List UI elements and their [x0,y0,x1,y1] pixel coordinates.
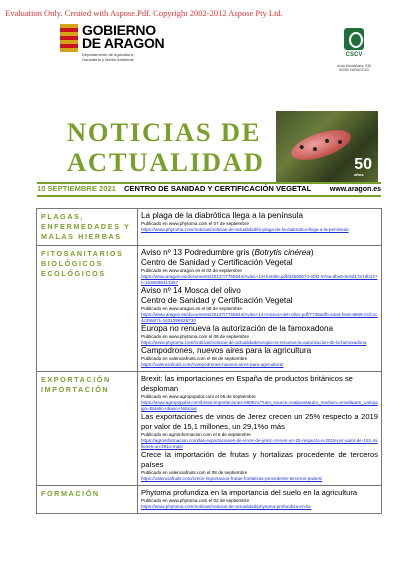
news-link[interactable]: https://www.phytoma.com/noticias/noticias-de-actualidad/la-plaga-de-la-diabrotica-llega-a-la-peninsula [141,227,349,232]
anniversary-badge [354,158,372,177]
cscv-logo [332,28,376,72]
news-meta: Publicado en valenciafruits.com el 08 de septiembre [141,470,248,475]
news-link[interactable]: https://www.phytoma.com/noticias/noticias-de-actualidad/phytoma-profundiza-en-la- [141,504,312,509]
section-label: EXPORTACIÓN IMPORTACIÓN [37,372,138,485]
section-exportacion [37,372,381,486]
date-bar [37,184,381,193]
news-link[interactable]: https://www.aragon.es/documents/20127/7750644/Aviso+13+botritis.pdf/62590674-00f2-57ea-dba5-5c8d17e7db14?t=1630669313357 [141,274,378,285]
section-formacion [37,486,381,513]
news-meta: Publicado en www.agropopular.com el 06 de septiembre [141,394,256,399]
news-meta: Publicado en www.aragon.es el 08 de septiembre [141,306,242,311]
news-title: Phytoma profundiza en la importancia del suelo en la agricultura [141,488,358,497]
page-title [67,117,265,177]
cscv-name: CSCV [345,52,363,58]
badge-number: 50 [354,156,372,173]
center-name: CENTRO DE SANIDAD Y CERTIFICACIÓN VEGETAL [123,184,312,193]
evaluation-watermark: Evaluation Only. Created with Aspose.Pdf. Copyright 2002-2012 Aspose Pty Ltd. [5,8,283,18]
website[interactable]: www.aragon.es [329,186,381,193]
insect-photo [276,111,378,183]
news-link[interactable]: https://valenciafruits.com/crece-importacion-frutas-hortalizas-procedente-terceros-paises/ [141,476,323,481]
title-line2: ACTUALIDAD [67,147,265,177]
badge-sub: años [354,172,364,177]
news-title: Aviso nº 14 Mosca del olivo [141,286,241,295]
cscv-address: Avda Montañana, 930 50059 ZARAGOZA [336,64,372,72]
news-meta: Publicado en www.aragon.es el 03 de septiembre [141,268,242,273]
gov-line2: DE ARAGON [82,35,165,51]
section-fitosanitarios [37,246,381,372]
news-table [36,208,382,514]
news-link[interactable]: https://agroinformacion.com/las-exportaciones-de-vinos-de-jerez-crecen-un-25-respecto-a-2019-por-valor-de-151-millones-un-291o-mas/ [141,438,378,449]
news-title: Europa no renueva la autorización de la famoxadona [141,324,334,333]
gov-department: Departamento de Agricultura, Ganadería y Medio Ambiente [82,52,135,62]
news-title-line2: Centro de Sanidad y Certificación Vegetal [141,296,293,305]
section-plagas [37,209,381,246]
news-meta: Publicado en www.phytoma.com el 02 de septiembre [141,498,250,503]
news-title: Aviso nº 13 Podredumbre gris (Botrytis cinérea) [141,248,314,257]
news-title: La plaga de la diabrótica llega a la península [141,211,304,220]
larva-image [288,124,354,166]
news-link[interactable]: https://www.agropopular.com/brexit-importaciones-060921/?utm_source=mailpoet&utm_medium=email&utm_campaign=Boletin+diario+Noticias [141,400,378,411]
header-divider-bottom [37,195,381,197]
section-label: FORMACIÓN [37,486,138,513]
gobierno-aragon-logo [60,24,164,62]
section-label: FITOSANITARIOS BIOLÓGICOS ECOLÓGICOS [37,246,138,371]
news-link[interactable]: https://www.aragon.es/documents/20127/7750644/Aviso+14+mosca+del+olivo.pdf/7739a0fb-a4a4-fa16-8868-21fc1c4c3958?t=1631096526730 [141,312,378,323]
news-meta: Publicado en agroinformacion.com el 6 de septiembre [141,432,251,437]
news-meta: Publicado en www.phytoma.com el 07 de septiembre [141,221,250,226]
news-meta: Publicado en valenciafruits.com el 08 de septiembre [141,356,248,361]
cscv-emblem-icon [344,28,364,50]
news-link[interactable]: https://www.phytoma.com/noticias/noticias-de-actualidad/europa-no-renueva-la-autorizacion-de-la-famoxadona [141,340,367,345]
news-title-line2: Centro de Sanidad y Certificación Vegetal [141,258,293,267]
news-title: Crece la importación de frutas y hortalizas procedente de terceros países [141,450,378,469]
botrytis-name: Botrytis cinérea [254,248,311,257]
issue-date: 10 SEPTIEMBRE 2021 [37,184,116,193]
gov-line1: GOBIERNO [82,22,156,38]
news-title: Campodrones, nuevos aires para la agricultura [141,346,312,355]
news-meta: Publicado en www.phytoma.com el 08 de septiembre [141,334,250,339]
section-label: PLAGAS, ENFERMEDADES Y MALAS HIERBAS [37,209,138,245]
title-line1: NOTICIAS DE [67,117,262,147]
news-title: Las exportaciones de vinos de Jerez crecen un 25% respecto a 2019 por valor de 15,1 millones, un 29,1%o más [141,412,378,431]
aragon-flag-icon [60,24,78,54]
news-title: Brexit: las importaciones en España de productos británicos se desploman [141,374,353,393]
news-link[interactable]: https://valenciafruits.com/campodrones-nuevos-aires-para-agricultura/ [141,362,284,367]
